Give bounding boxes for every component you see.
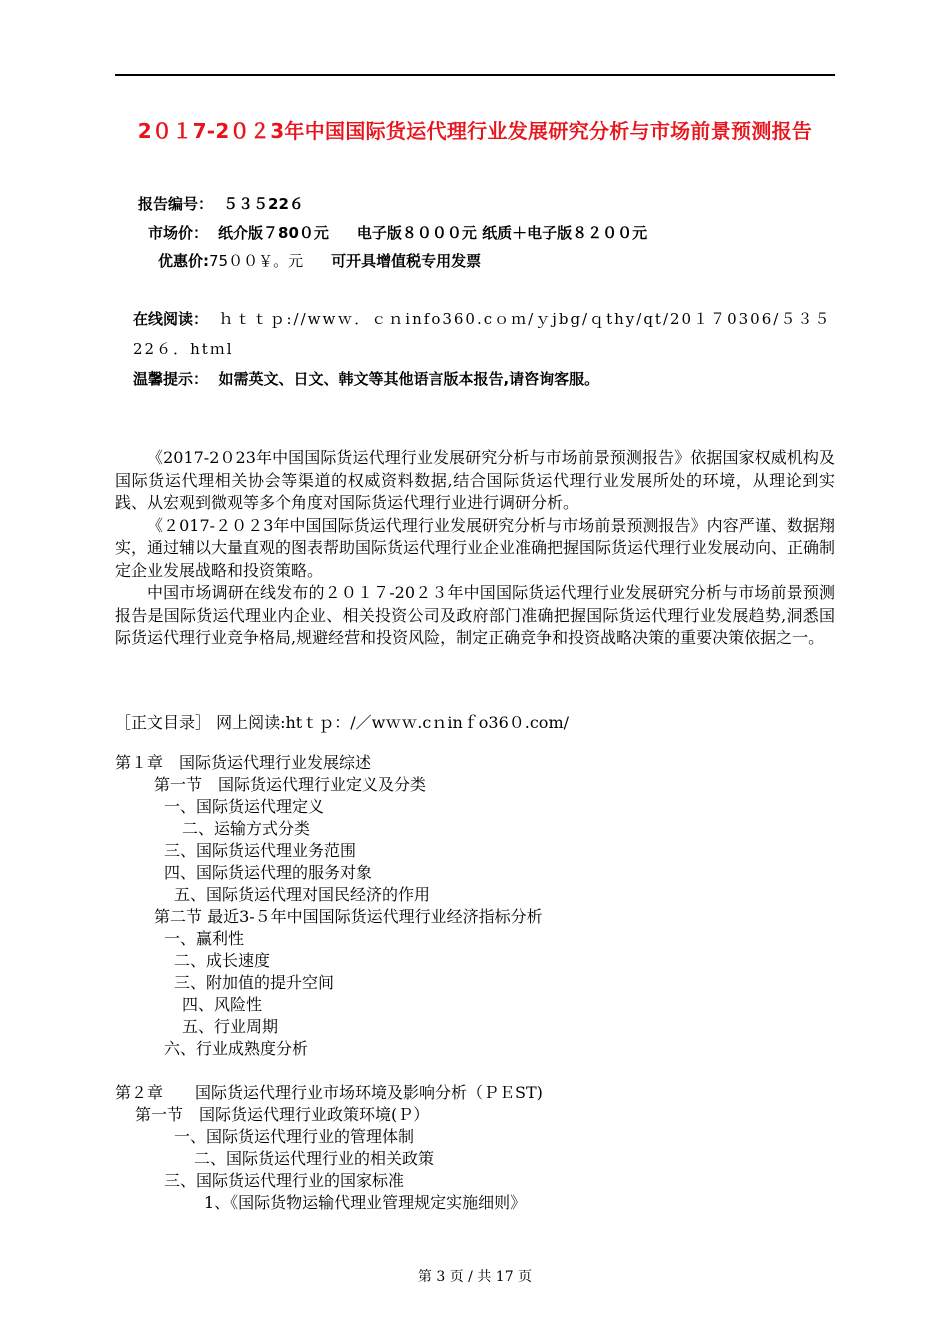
report-number-label: 报告编号：	[138, 195, 214, 213]
toc-section: 第一节 国际货运代理行业政策环境(Ｐ）	[135, 1105, 430, 1124]
toc-item: 二、国际货运代理行业的相关政策	[194, 1149, 435, 1168]
toc-online-link[interactable]: ［正文目录］ 网上阅读:htｔｐ：/／wｗｗ.cｎinｆo36０.com/	[115, 713, 570, 732]
price-electronic: 电子版８０００元	[356, 224, 477, 242]
report-title: 2０１7-2０２3年中国国际货运代理行业发展研究分析与市场前景预测报告	[137, 119, 813, 143]
toc-item: 五、行业周期	[182, 1017, 279, 1036]
invoice-note: 可开具增值税专用发票	[331, 252, 482, 270]
online-url-link[interactable]: ｈｔｔｐ://wwｗ．ｃｎinfo360.cｏｍ/ｙjbg/ｑthy/qt/20１７0306/５３５22６．htｍl	[133, 310, 832, 358]
toc-item: 二、运输方式分类	[182, 819, 311, 838]
price-line	[148, 222, 647, 243]
online-label: 在线阅读：	[133, 310, 209, 328]
intro-paragraph: 中国市场调研在线发布的２０１７-20２３年中国国际货运代理行业发展研究分析与市场前景预测报告是国际货运代理业内企业、相关投资公司及政府部门准确把握国际货运代理行业发展趋势,洞悉国际货运代理行业竞争格局,规避经营和投资风险，制定正确竞争和投资战略决策的重要决策依据之一。	[115, 583, 835, 647]
toc-subitem: 1、《国际货物运输代理业管理规定实施细则》	[204, 1193, 527, 1212]
tip-text: 如需英文、日文、韩文等其他语言版本报告,请咨询客服。	[218, 370, 600, 388]
toc-chapter: 第１章 国际货运代理行业发展综述	[115, 753, 372, 772]
toc-item: 二、成长速度	[174, 951, 271, 970]
toc-item: 三、国际货运代理业务范围	[164, 841, 357, 860]
discount-label: 优惠价:	[158, 252, 209, 270]
intro-paragraph: 《２017-２０２3年中国国际货运代理行业发展研究分析与市场前景预测报告》内容严谨、数据翔实，通过辅以大量直观的图表帮助国际货运代理行业企业准确把握国际货运代理行业发展动向、正确制定企业发展战略和投资策略。	[115, 515, 836, 580]
price-combo: 纸质＋电子版８２００元	[482, 224, 648, 242]
tip-label: 温馨提示：	[133, 370, 209, 388]
toc-item: 三、附加值的提升空间	[174, 973, 335, 992]
toc-section: 第一节 国际货运代理行业定义及分类	[154, 775, 427, 794]
report-number-value: ５３５22６	[223, 195, 304, 213]
online-reading	[115, 304, 835, 394]
toc-item: 六、行业成熟度分析	[164, 1039, 309, 1058]
toc-item: 一、国际货运代理行业的管理体制	[174, 1127, 415, 1146]
price-label: 市场价：	[148, 224, 209, 242]
intro-paragraph: 《2017-2０23年中国国际货运代理行业发展研究分析与市场前景预测报告》依据国家权威机构及国际货运代理相关协会等渠道的权威资料数据,结合国际货运代理行业发展所处的环境，从理论到实践、从宏观到微观等多个角度对国际货运代理行业进行调研分析。	[115, 448, 835, 512]
intro-text	[115, 447, 835, 650]
toc-item: 一、赢利性	[164, 929, 245, 948]
toc-item: 四、风险性	[182, 995, 263, 1014]
toc-section: 第二节 最近3-５年中国国际货运代理行业经济指标分析	[154, 907, 543, 926]
page-footer: 第 3 页 / 共 17 页	[417, 1269, 533, 1285]
header-rule	[115, 74, 835, 76]
toc-item: 五、国际货运代理对国民经济的作用	[174, 885, 431, 904]
price-paper: 纸介版７80０元	[218, 224, 329, 242]
toc-item: 三、国际货运代理行业的国家标准	[164, 1171, 405, 1190]
toc-chapter: 第２章 国际货运代理行业市场环境及影响分析（ＰＥST)	[115, 1083, 543, 1102]
toc-item: 四、国际货运代理的服务对象	[164, 863, 373, 882]
discount-value: 75００￥。元	[209, 252, 304, 270]
report-number-line	[138, 193, 304, 214]
discount-line	[158, 250, 481, 271]
toc-item: 一、国际货运代理定义	[164, 797, 325, 816]
